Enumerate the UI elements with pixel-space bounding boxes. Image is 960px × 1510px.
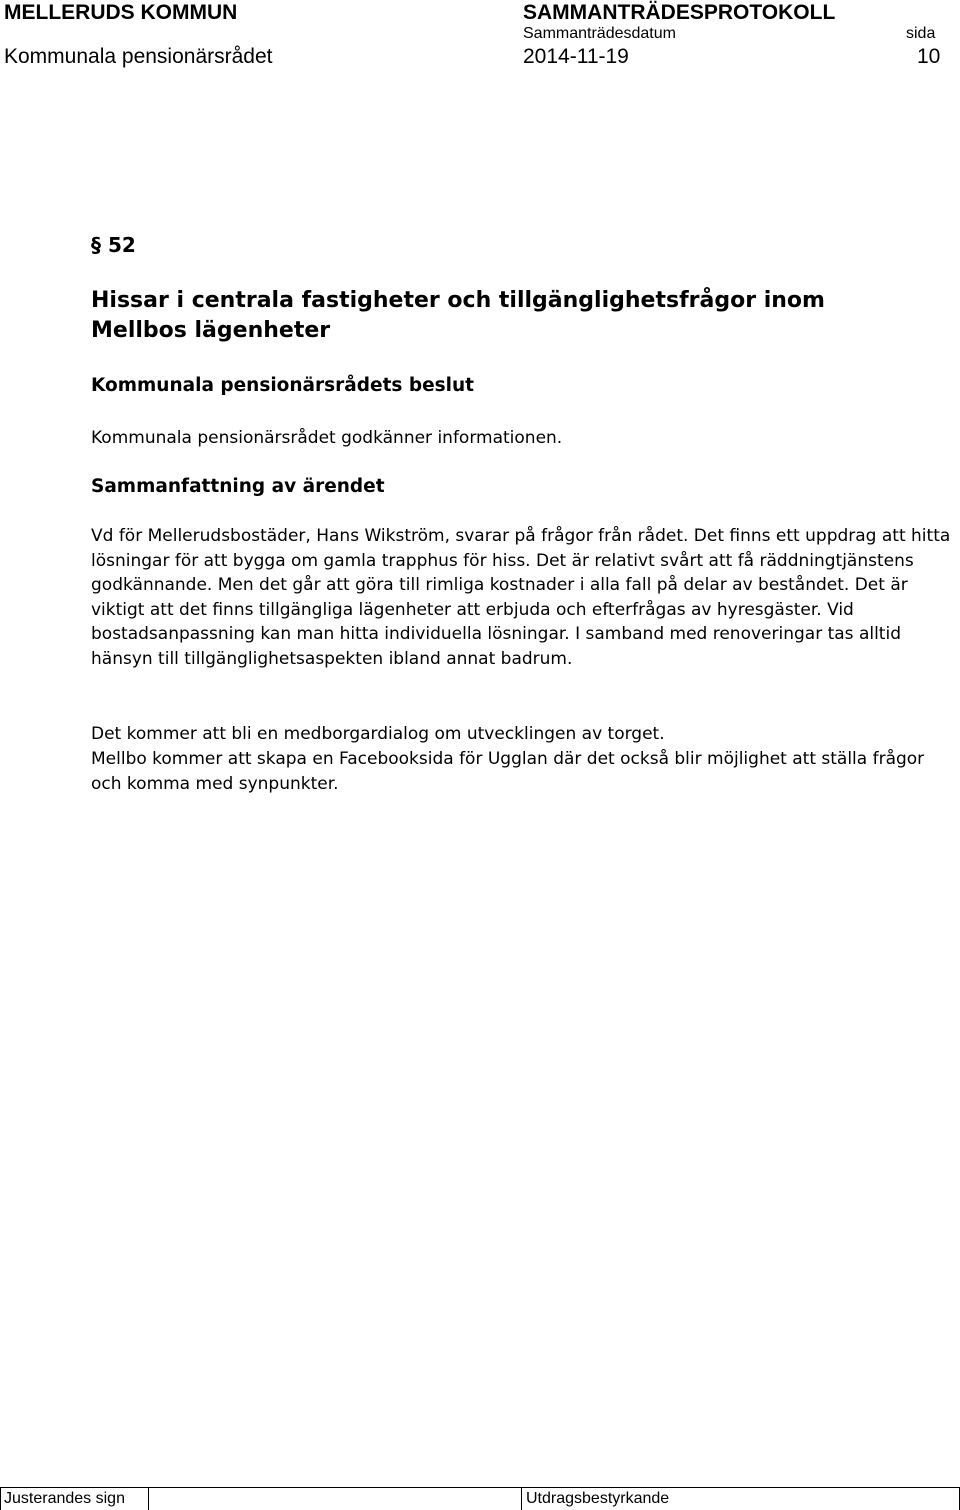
summary-line: Det kommer att bli en medborgardialog om utvecklingen av torget. — [91, 724, 665, 744]
paragraph-number: § 52 — [91, 233, 136, 257]
page-label: sida — [906, 25, 936, 42]
footer-certification-label: Utdragsbestyrkande — [526, 1490, 670, 1507]
footer-divider — [521, 1487, 522, 1510]
decision-heading: Kommunala pensionärsrådets beslut — [91, 375, 475, 396]
footer-divider — [0, 1487, 1, 1510]
document-type: SAMMANTRÄDESPROTOKOLL — [523, 1, 836, 24]
body-name: Kommunala pensionärsrådet — [4, 45, 273, 68]
footer-divider — [148, 1487, 149, 1510]
footer-rule — [0, 1487, 960, 1488]
organization-name: MELLERUDS KOMMUN — [4, 1, 238, 24]
footer-signature-label: Justerandes sign — [4, 1490, 125, 1507]
page-title: Hissar i centrala fastigheter och tillgänglighetsfrågor inom Mellbos lägenheter — [91, 288, 825, 343]
date-label: Sammanträdesdatum — [523, 25, 676, 42]
page-number: 10 — [917, 45, 941, 68]
meeting-date: 2014-11-19 — [523, 45, 629, 68]
decision-text: Kommunala pensionärsrådet godkänner informationen. — [91, 428, 563, 448]
summary-heading: Sammanfattning av ärendet — [91, 476, 385, 497]
summary-paragraph: Mellbo kommer att skapa en Facebooksida för Ugglan där det också blir möjlighet att ställa frågor och komma med synpunkter. — [91, 749, 925, 794]
summary-paragraph: Vd för Mellerudsbostäder, Hans Wikström, svarar på frågor från rådet. Det finns ett uppdrag att hitta lösningar för att bygga om gamla trapphus för hiss. Det är relativt svårt att få räddningtjänstens godkännande. Men det går att göra till rimliga kostnader i alla fall på delar av beståndet. Det är viktigt att det finns tillgängliga lägenheter att erbjuda och efterfrågas av hyresgäster. Vid bostadsanpassning kan man hitta individuella lösningar. I samband med renoveringar tas alltid hänsyn till tillgänglighetsaspekten ibland annat badrum. — [91, 526, 951, 669]
